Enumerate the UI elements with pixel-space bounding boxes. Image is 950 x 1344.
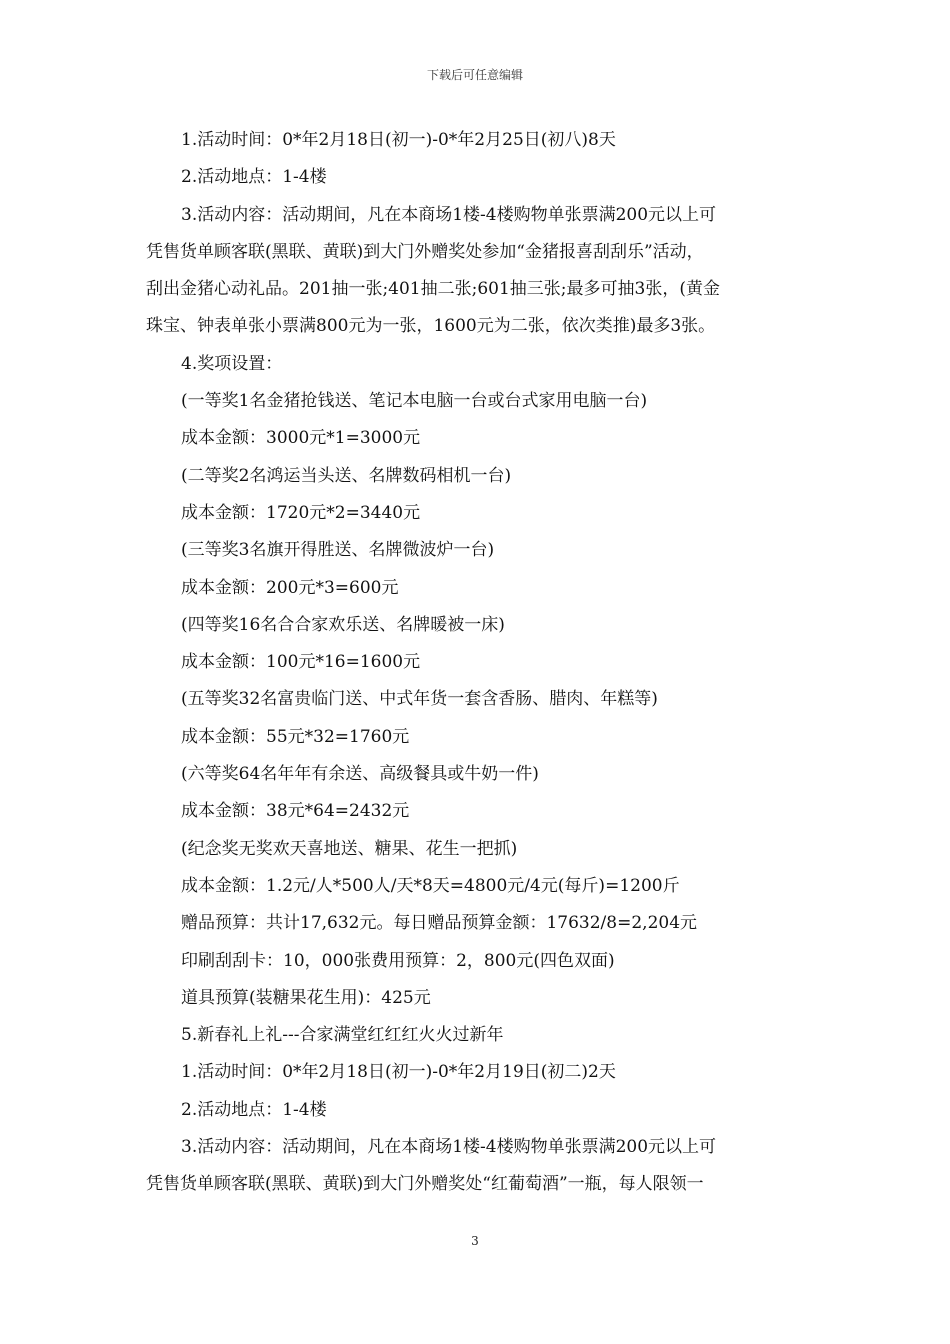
text-line: 成本金额：1.2元/人*500人/天*8天=4800元/4元(每斤)=1200斤 xyxy=(181,875,680,896)
text-line: 成本金额：38元*64=2432元 xyxy=(181,801,410,822)
text-line: (三等奖3名旗开得胜送、名牌微波炉一台) xyxy=(181,540,495,561)
text-line: (五等奖32名富贵临门送、中式年货一套含香肠、腊肉、年糕等) xyxy=(181,689,658,710)
text-line: 凭售货单顾客联(黑联、黄联)到大门外赠奖处“红葡萄酒”一瓶，每人限领一 xyxy=(146,1174,704,1195)
text-line: 4.奖项设置： xyxy=(181,353,283,374)
text-line: 赠品预算：共计17,632元。每日赠品预算金额：17632/8=2,204元 xyxy=(181,913,698,934)
text-line: 成本金额：100元*16=1600元 xyxy=(181,652,421,673)
text-line: 1.活动时间：0*年2月18日(初一)-0*年2月25日(初八)8天 xyxy=(181,130,616,150)
text-line: (纪念奖无奖欢天喜地送、糖果、花生一把抓) xyxy=(181,838,518,859)
document-body xyxy=(146,122,810,1204)
text-line: 成本金额：200元*3=600元 xyxy=(181,577,399,598)
text-line: 成本金额：3000元*1=3000元 xyxy=(181,428,421,449)
text-line: 1.活动时间：0*年2月18日(初一)-0*年2月19日(初二)2天 xyxy=(181,1062,616,1083)
text-line: (四等奖16名合合家欢乐送、名牌暖被一床) xyxy=(181,614,505,635)
text-line: 成本金额：55元*32=1760元 xyxy=(181,726,410,747)
text-line: 2.活动地点：1-4楼 xyxy=(181,1099,327,1120)
page-header: 下载后可任意编辑 xyxy=(426,68,523,82)
text-line: (六等奖64名年年有余送、高级餐具或牛奶一件) xyxy=(181,764,539,785)
text-line: 2.活动地点：1-4楼 xyxy=(181,167,327,188)
text-line: 道具预算(装糖果花生用)：425元 xyxy=(181,987,431,1008)
page-number: 3 xyxy=(471,1234,479,1248)
text-line: 5.新春礼上礼---合家满堂红红红火火过新年 xyxy=(181,1025,504,1046)
text-line: 成本金额：1720元*2=3440元 xyxy=(181,502,421,523)
text-line: 刮出金猪心动礼品。201抽一张;401抽二张;601抽三张;最多可抽3张，(黄金 xyxy=(146,279,720,300)
text-line: 3.活动内容：活动期间，凡在本商场1楼-4楼购物单张票满200元以上可 xyxy=(181,204,717,225)
text-line: (一等奖1名金猪抢钱送、笔记本电脑一台或台式家用电脑一台) xyxy=(181,391,648,412)
text-line: 珠宝、钟表单张小票满800元为一张，1600元为二张，依次类推)最多3张。 xyxy=(146,316,716,337)
text-line: 凭售货单顾客联(黑联、黄联)到大门外赠奖处参加“金猪报喜刮刮乐”活动， xyxy=(146,241,704,262)
text-line: 3.活动内容：活动期间，凡在本商场1楼-4楼购物单张票满200元以上可 xyxy=(181,1137,717,1158)
text-line: (二等奖2名鸿运当头送、名牌数码相机一台) xyxy=(181,465,512,486)
text-line: 印刷刮刮卡：10，000张费用预算：2，800元(四色双面) xyxy=(181,950,615,971)
